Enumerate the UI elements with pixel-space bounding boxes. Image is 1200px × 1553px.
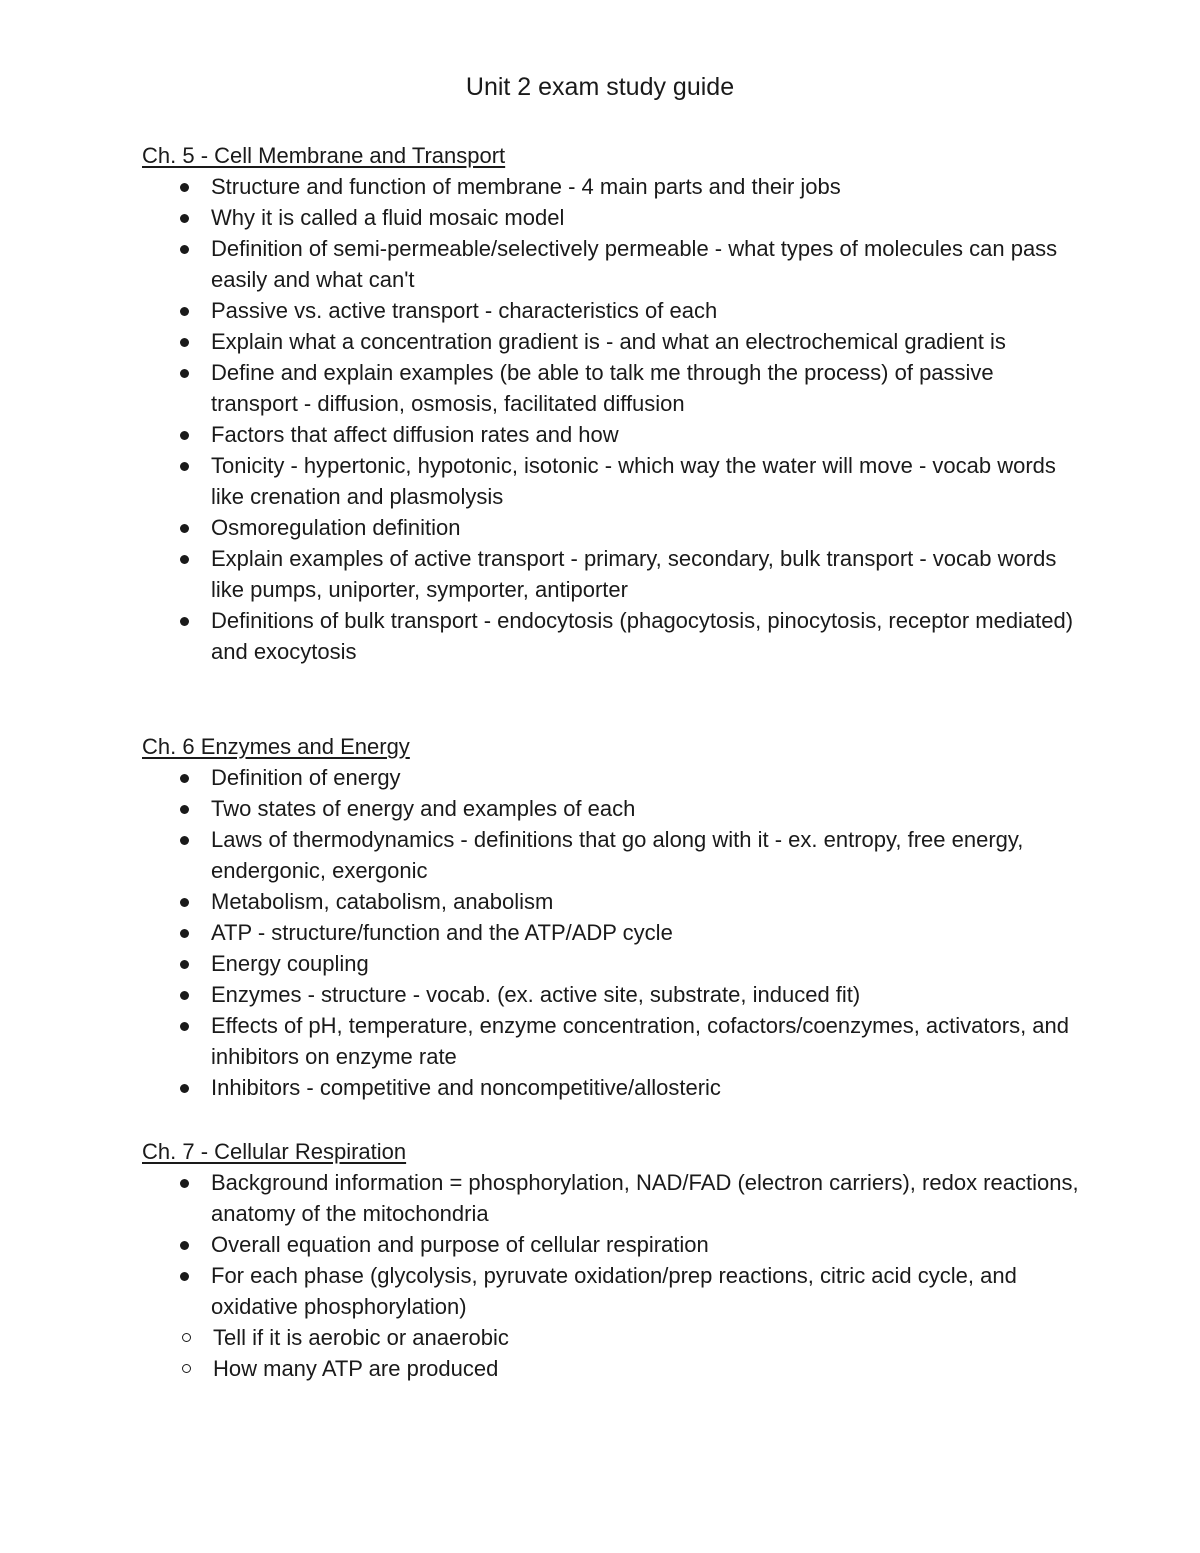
list-item-text: ATP - structure/function and the ATP/ADP cycle xyxy=(211,920,673,945)
sub-list-item xyxy=(142,1353,1082,1384)
bullet-list xyxy=(142,762,1082,1103)
list-item-text: Enzymes - structure - vocab. (ex. active site, substrate, induced fit) xyxy=(211,982,861,1007)
list-item-text: Definition of semi-permeable/selectively permeable - what types of molecules can pass easily and what can't xyxy=(211,236,1058,292)
list-item-text: Passive vs. active transport - characteristics of each xyxy=(211,298,718,323)
section-heading: Ch. 7 - Cellular Respiration xyxy=(142,1139,407,1164)
list-item xyxy=(142,793,1082,824)
document-title: Unit 2 exam study guide xyxy=(465,73,735,101)
bullet-icon xyxy=(180,1084,189,1093)
list-item xyxy=(142,450,1082,512)
bullet-list xyxy=(142,1167,1082,1322)
list-item-text: Tonicity - hypertonic, hypotonic, isotonic - which way the water will move - vocab words like crenation and plasmolysis xyxy=(211,453,1056,509)
list-item xyxy=(142,326,1082,357)
section-ch5 xyxy=(142,140,1082,667)
list-item-text: Energy coupling xyxy=(211,951,369,976)
list-item-text: Metabolism, catabolism, anabolism xyxy=(211,889,554,914)
list-item xyxy=(142,202,1082,233)
sub-bullet-list xyxy=(142,1322,1082,1384)
bullet-icon xyxy=(180,1022,189,1031)
list-item xyxy=(142,605,1082,667)
section-ch6 xyxy=(142,731,1082,1103)
list-item-text: Inhibitors - competitive and noncompetitive/allosteric xyxy=(211,1075,721,1100)
bullet-icon xyxy=(180,836,189,845)
list-item xyxy=(142,979,1082,1010)
sub-list-item xyxy=(142,1322,1082,1353)
list-item xyxy=(142,233,1082,295)
list-item xyxy=(142,1260,1082,1322)
list-item xyxy=(142,948,1082,979)
bullet-icon xyxy=(180,462,189,471)
list-item xyxy=(142,1229,1082,1260)
list-item xyxy=(142,1010,1082,1072)
list-item-text: Effects of pH, temperature, enzyme concentration, cofactors/coenzymes, activators, and inhibitors on enzyme rate xyxy=(211,1013,1069,1069)
sub-list-item-text: How many ATP are produced xyxy=(213,1356,499,1381)
list-item-text: Structure and function of membrane - 4 main parts and their jobs xyxy=(211,174,841,199)
list-item-text: Explain what a concentration gradient is - and what an electrochemical gradient is xyxy=(211,329,1006,354)
list-item xyxy=(142,512,1082,543)
list-item-text: Definitions of bulk transport - endocytosis (phagocytosis, pinocytosis, receptor mediated) and exocytosis xyxy=(211,608,1074,664)
bullet-icon xyxy=(180,805,189,814)
list-item-text: Laws of thermodynamics - definitions that go along with it - ex. entropy, free energy, endergonic, exergonic xyxy=(211,827,1024,883)
bullet-icon xyxy=(180,1241,189,1250)
bullet-icon xyxy=(180,338,189,347)
bullet-icon xyxy=(180,617,189,626)
bullet-icon xyxy=(180,245,189,254)
bullet-icon xyxy=(180,214,189,223)
bullet-icon xyxy=(180,960,189,969)
list-item-text: For each phase (glycolysis, pyruvate oxidation/prep reactions, citric acid cycle, and oxidative phosphorylation) xyxy=(211,1263,1017,1319)
sub-list-item-text: Tell if it is aerobic or anaerobic xyxy=(213,1325,509,1350)
list-item xyxy=(142,419,1082,450)
section-heading: Ch. 5 - Cell Membrane and Transport xyxy=(142,143,506,168)
section-heading: Ch. 6 Enzymes and Energy xyxy=(142,734,410,759)
list-item-text: Explain examples of active transport - primary, secondary, bulk transport - vocab words like pumps, uniporter, symporter, antiporter xyxy=(211,546,1057,602)
list-item xyxy=(142,1072,1082,1103)
bullet-icon xyxy=(180,183,189,192)
list-item xyxy=(142,543,1082,605)
bullet-icon xyxy=(180,898,189,907)
bullet-icon xyxy=(180,929,189,938)
bullet-list xyxy=(142,171,1082,667)
list-item-text: Why it is called a fluid mosaic model xyxy=(211,205,565,230)
list-item xyxy=(142,886,1082,917)
hollow-bullet-icon xyxy=(182,1364,191,1373)
bullet-icon xyxy=(180,1272,189,1281)
list-item xyxy=(142,824,1082,886)
list-item xyxy=(142,295,1082,326)
bullet-icon xyxy=(180,431,189,440)
list-item-text: Define and explain examples (be able to talk me through the process) of passive transport - diffusion, osmosis, facilitated diffusion xyxy=(211,360,994,416)
list-item-text: Two states of energy and examples of each xyxy=(211,796,636,821)
bullet-icon xyxy=(180,1179,189,1188)
bullet-icon xyxy=(180,555,189,564)
list-item-text: Definition of energy xyxy=(211,765,401,790)
hollow-bullet-icon xyxy=(182,1333,191,1342)
list-item xyxy=(142,357,1082,419)
list-item xyxy=(142,1167,1082,1229)
list-item-text: Factors that affect diffusion rates and how xyxy=(211,422,619,447)
bullet-icon xyxy=(180,991,189,1000)
list-item-text: Osmoregulation definition xyxy=(211,515,461,540)
bullet-icon xyxy=(180,369,189,378)
bullet-icon xyxy=(180,774,189,783)
bullet-icon xyxy=(180,524,189,533)
list-item xyxy=(142,171,1082,202)
list-item xyxy=(142,762,1082,793)
section-ch7 xyxy=(142,1136,1082,1384)
list-item-text: Background information = phosphorylation, NAD/FAD (electron carriers), redox reactions, anatomy of the mitochondria xyxy=(211,1170,1079,1226)
bullet-icon xyxy=(180,307,189,316)
list-item-text: Overall equation and purpose of cellular respiration xyxy=(211,1232,709,1257)
list-item xyxy=(142,917,1082,948)
